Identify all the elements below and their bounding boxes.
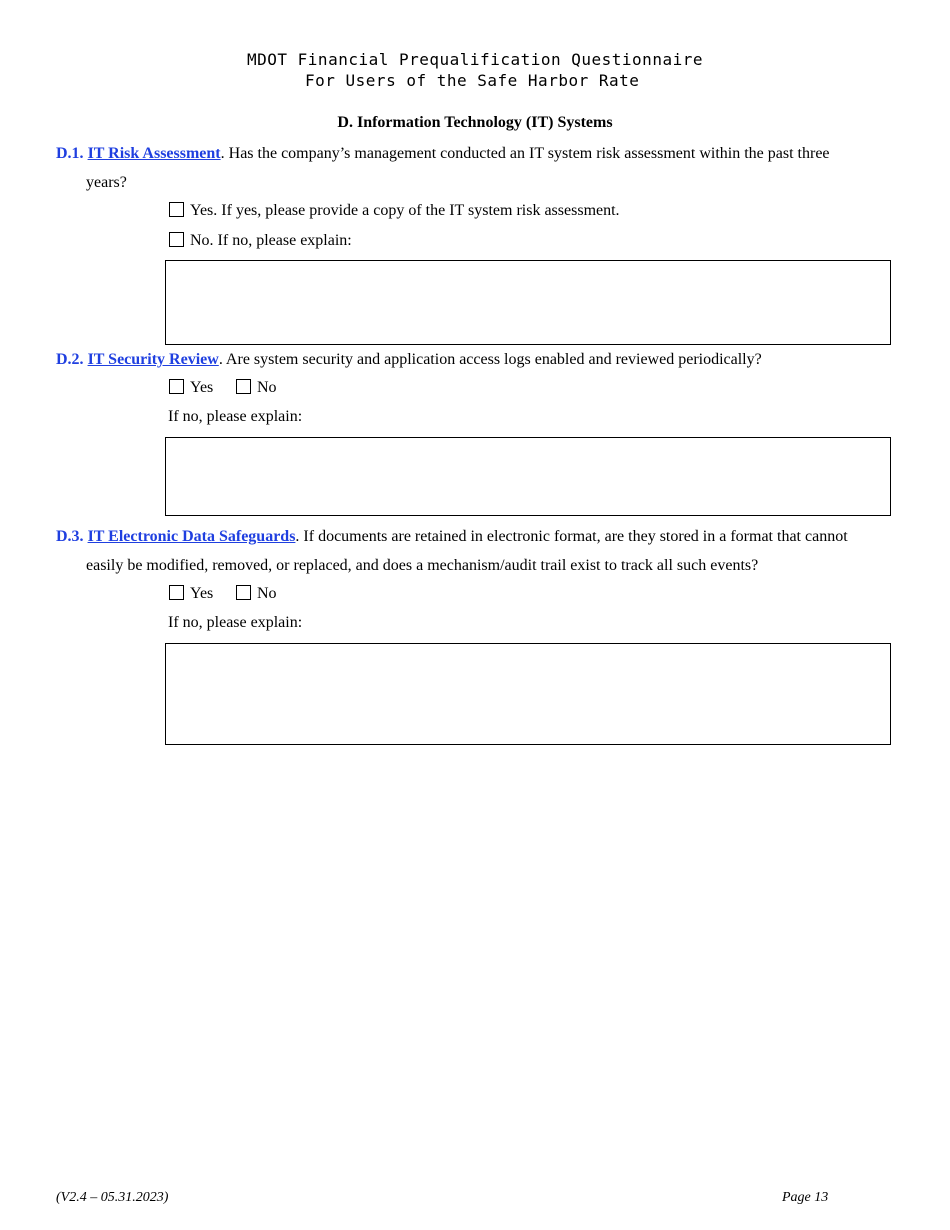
option-label: No xyxy=(257,585,277,602)
yes-checkbox[interactable] xyxy=(169,202,184,217)
question-link[interactable]: IT Security Review xyxy=(87,351,219,368)
question-d3 xyxy=(56,522,848,551)
option-label: Yes. If yes, please provide a copy of the IT system risk assessment. xyxy=(190,202,620,219)
no-checkbox[interactable] xyxy=(236,379,251,394)
question-link[interactable]: IT Risk Assessment xyxy=(87,145,221,162)
option-yes xyxy=(169,202,620,220)
question-link[interactable]: IT Electronic Data Safeguards xyxy=(87,528,296,545)
section-title: D. Information Technology (IT) Systems xyxy=(337,114,613,131)
question-text: . Has the company’s management conducted an IT system risk assessment within the past three xyxy=(220,145,830,162)
no-checkbox[interactable] xyxy=(169,232,184,247)
question-number: D.3. xyxy=(56,528,84,545)
option-label: Yes xyxy=(190,379,214,396)
yes-checkbox[interactable] xyxy=(169,585,184,600)
question-d2 xyxy=(56,345,762,374)
page-number: Page 13 xyxy=(782,1190,829,1205)
document-title: MDOT Financial Prequalification Questionnaire xyxy=(247,50,703,69)
option-yes xyxy=(169,585,213,603)
explanation-textbox[interactable] xyxy=(165,437,891,516)
explain-label: If no, please explain: xyxy=(168,614,303,631)
explanation-textbox[interactable] xyxy=(165,643,891,745)
question-text-continued: years? xyxy=(86,174,127,191)
option-yes xyxy=(169,379,213,397)
question-text-continued: easily be modified, removed, or replaced, and does a mechanism/audit trail exist to track all such events? xyxy=(86,557,759,574)
option-label: No xyxy=(257,379,277,396)
document-subtitle: For Users of the Safe Harbor Rate xyxy=(305,71,640,90)
option-label: No. If no, please explain: xyxy=(190,232,352,249)
yes-checkbox[interactable] xyxy=(169,379,184,394)
explanation-textbox[interactable] xyxy=(165,260,891,345)
option-no xyxy=(236,379,277,397)
version-label: (V2.4 – 05.31.2023) xyxy=(56,1190,169,1205)
option-no xyxy=(169,232,352,250)
option-label: Yes xyxy=(190,585,214,602)
question-d1 xyxy=(56,139,830,168)
question-number: D.1. xyxy=(56,145,84,162)
explain-label: If no, please explain: xyxy=(168,408,303,425)
no-checkbox[interactable] xyxy=(236,585,251,600)
question-number: D.2. xyxy=(56,351,84,368)
option-no xyxy=(236,585,277,603)
question-text: . If documents are retained in electronic format, are they stored in a format that cannot xyxy=(295,528,848,545)
question-text: . Are system security and application access logs enabled and reviewed periodically? xyxy=(218,351,762,368)
